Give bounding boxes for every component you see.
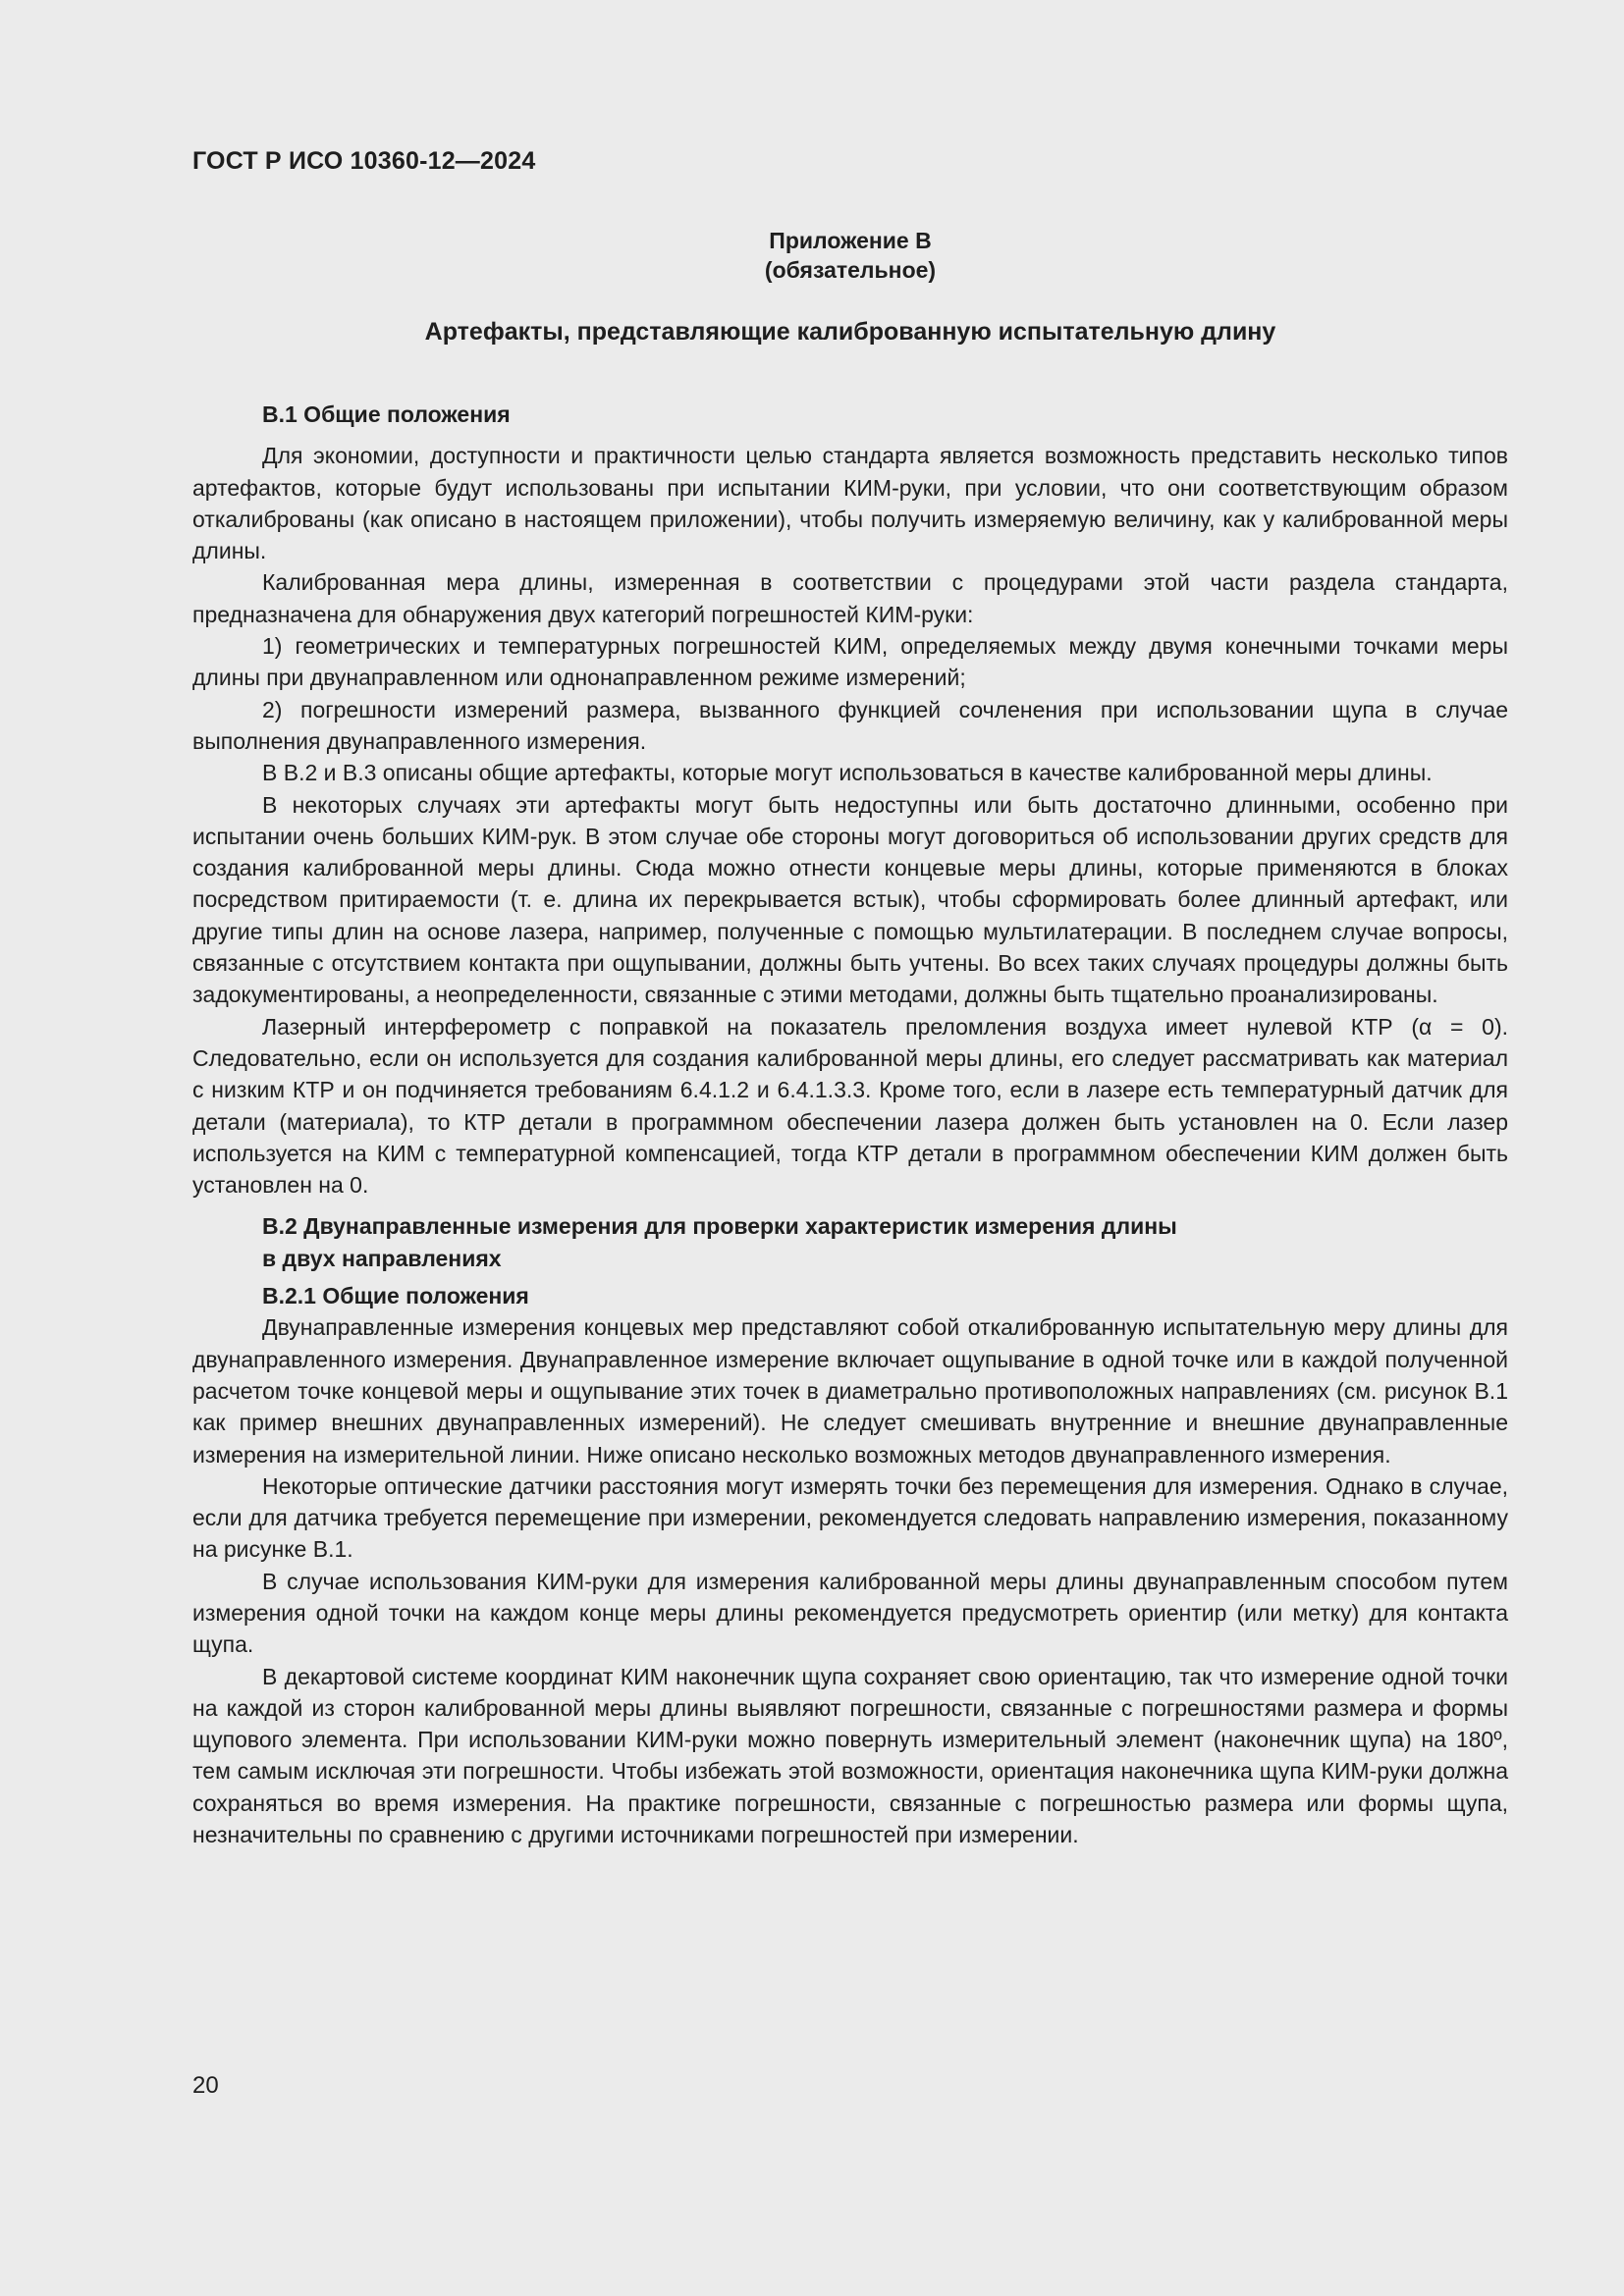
section-heading-b1: В.1 Общие положения (262, 401, 511, 427)
paragraph: В В.2 и В.3 описаны общие артефакты, которые могут использоваться в качестве калиброванной меры длины. (262, 760, 1433, 786)
paragraph: В декартовой системе координат КИМ наконечник щупа сохраняет свою ориентацию, так что измерение одной точки на каждой из сторон калиброванной меры длины выявляют погрешности, связанные с погрешностями размера и формы щупового элемента. При использовании КИМ-руки можно повернуть измерительный элемент (наконечник щупа) на 180º, тем самым исключая эти погрешности. Чтобы избежать этой возможности, ориентация наконечника щупа КИМ-руки должна сохраняться во время измерения. На практике погрешности, связанные с погрешностью размера или формы щупа, незначительны по сравнению с другими источниками погрешностей при измерении. (192, 1663, 1508, 1848)
document-header: ГОСТ Р ИСО 10360-12—2024 (192, 147, 536, 175)
paragraph: Двунаправленные измерения концевых мер представляют собой откалиброванную испытательную меру длины для двунаправленного измерения. Двунаправленное измерение включает ощупывание в одной точке или в каждой полученной расчетом точке концевой меры и ощупывание этих точек в диаметрально противоположных направлениях (см. рисунок В.1 как пример внешних двунаправленных измерений). Не следует смешивать внутренние и внешние двунаправленные измерения на измерительной линии. Ниже описано несколько возможных методов двунаправленного измерения. (192, 1314, 1508, 1468)
paragraph: Для экономии, доступности и практичности целью стандарта является возможность представить несколько типов артефактов, которые будут использованы при испытании КИМ-руки, при условии, что они соответствующим образом откалиброваны (как описано в настоящем приложении), чтобы получить измеряемую величину, как у калиброванной меры длины. (192, 443, 1508, 564)
document-body (192, 393, 1508, 1850)
annex-label: Приложение В (769, 228, 932, 253)
annex-heading (192, 226, 1508, 285)
paragraph: В случае использования КИМ-руки для измерения калиброванной меры длины двунаправленным способом путем измерения одной точки на каждом конце меры длины рекомендуется предусмотреть ориентир (или метку) для контакта щупа. (192, 1568, 1508, 1658)
paragraph: Калиброванная мера длины, измеренная в соответствии с процедурами этой части раздела стандарта, предназначена для обнаружения двух категорий погрешностей КИМ-руки: (192, 569, 1508, 627)
list-item: 2) погрешности измерений размера, вызванного функцией сочленения при использовании щупа в случае выполнения двунаправленного измерения. (192, 696, 1508, 754)
subsection-heading-b21: В.2.1 Общие положения (262, 1283, 529, 1309)
section-heading-b2-line2: в двух направлениях (262, 1245, 502, 1271)
annex-status: (обязательное) (764, 257, 937, 283)
paragraph: В некоторых случаях эти артефакты могут быть недоступны или быть достаточно длинными, особенно при испытании очень больших КИМ-рук. В этом случае обе стороны могут договориться об использовании других средств для создания калиброванной меры длины. Сюда можно отнести концевые меры длины, которые применяются в блоках посредством притираемости (т. е. длина их перекрывается встык), чтобы сформировать более длинный артефакт, или другие типы длин на основе лазера, например, полученные с помощью мультилатерации. В последнем случае вопросы, связанные с отсутствием контакта при ощупывании, должны быть учтены. Во всех таких случаях процедуры должны быть задокументированы, а неопределенности, связанные с этими методами, должны быть тщательно проанализированы. (192, 791, 1508, 1008)
page-number: 20 (192, 2072, 219, 2099)
list-item: 1) геометрических и температурных погрешностей КИМ, определяемых между двумя конечными точками меры длины при двунаправленном или однонаправленном режиме измерений; (192, 633, 1508, 691)
section-heading-b2 (192, 1210, 1508, 1274)
annex-title: Артефакты, представляющие калиброванную испытательную длину (424, 318, 1276, 346)
paragraph: Некоторые оптические датчики расстояния могут измерять точки без перемещения для измерения. Однако в случае, если для датчика требуется перемещение при измерении, рекомендуется следовать направлению измерения, показанному на рисунке В.1. (192, 1472, 1508, 1563)
paragraph: Лазерный интерферометр с поправкой на показатель преломления воздуха имеет нулевой КТР (α = 0). Следовательно, если он используется для создания калиброванной меры длины, его следует рассматривать как материал с низким КТР и он подчиняется требованиям 6.4.1.2 и 6.4.1.3.3. Кроме того, если в лазере есть температурный датчик для детали (материала), то КТР детали в программном обеспечении лазера должен быть установлен на 0. Если лазер используется на КИМ с температурной компенсацией, тогда КТР детали в программном обеспечении КИМ должен быть установлен на 0. (192, 1013, 1508, 1199)
section-heading-b2-line1: В.2 Двунаправленные измерения для проверки характеристик измерения длины (262, 1213, 1177, 1240)
